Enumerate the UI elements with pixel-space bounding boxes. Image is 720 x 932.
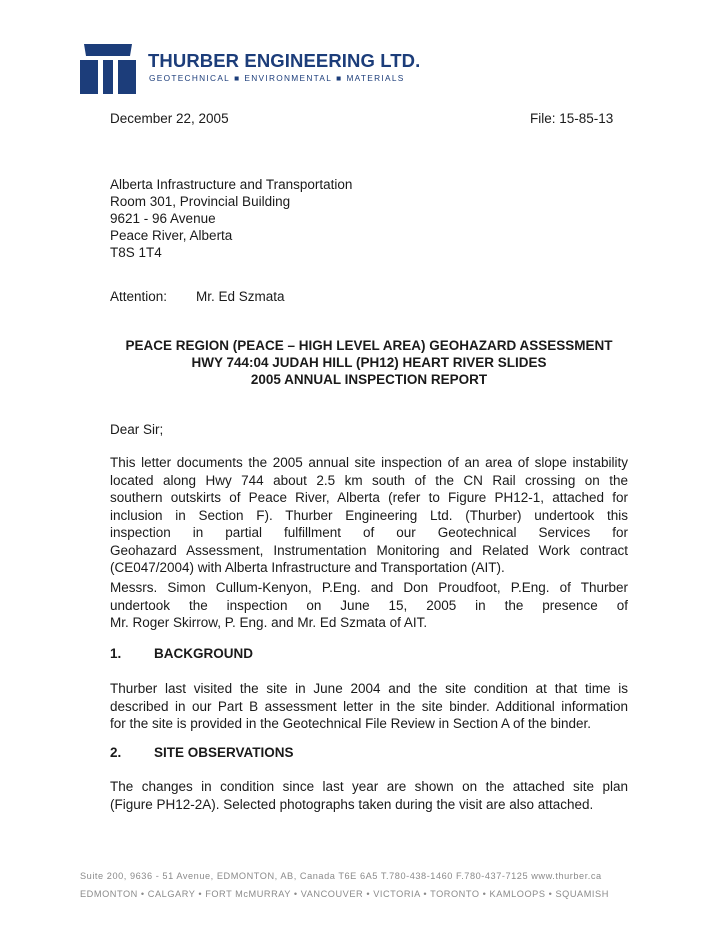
paragraph-line: southern outskirts of Peace River, Alberta (refer to Figure PH12-1, attached for <box>110 490 628 505</box>
attention-label: Attention: <box>110 289 168 304</box>
attention-name: Mr. Ed Szmata <box>196 289 285 304</box>
address-line: Alberta Infrastructure and Transportation <box>110 177 353 192</box>
paragraph-line: Messrs. Simon Cullum-Kenyon, P.Eng. and Don Proudfoot, P.Eng. of Thurber <box>110 580 628 595</box>
paragraph-line: (Figure PH12-2A). Selected photographs taken during the visit are also attached. <box>110 796 594 812</box>
company-logo-icon <box>80 44 136 94</box>
tagline-geotechnical: GEOTECHNICAL <box>149 73 231 83</box>
address-line: T8S 1T4 <box>110 245 162 260</box>
paragraph-line: This letter documents the 2005 annual site inspection of an area of slope instability <box>110 455 628 470</box>
recipient-address <box>110 176 352 261</box>
paragraph-line: for the site is provided in the Geotechnical File Review in Section A of the binder. <box>110 716 592 731</box>
paragraph-line: undertook the inspection on June 15, 2005 in the presence of <box>110 597 628 613</box>
paragraph-line: described in our Part B assessment letter in the site binder. Additional information <box>110 698 628 714</box>
address-line: Peace River, Alberta <box>110 228 233 243</box>
paragraph-intro <box>110 454 628 577</box>
letter-date: December 22, 2005 <box>110 111 229 126</box>
bullet-icon: ■ <box>234 73 241 83</box>
section-title: SITE OBSERVATIONS <box>154 745 294 760</box>
file-number: File: 15-85-13 <box>530 111 614 126</box>
tagline-environmental: ENVIRONMENTAL <box>244 73 333 83</box>
subject-line: HWY 744:04 JUDAH HILL (PH12) HEART RIVER SLIDES <box>191 355 547 370</box>
section-heading-background <box>110 646 253 661</box>
attention-line <box>110 288 285 305</box>
paragraph-inspection <box>110 579 628 632</box>
company-name: THURBER ENGINEERING LTD. <box>148 50 421 71</box>
footer-offices: EDMONTON • CALGARY • FORT McMURRAY • VANCOUVER • VICTORIA • TORONTO • KAMLOOPS • SQUAMISH <box>80 889 609 899</box>
address-line: 9621 - 96 Avenue <box>110 211 216 226</box>
bullet-icon: ■ <box>336 73 343 83</box>
paragraph-line: inclusion in Section F). Thurber Engineering Ltd. (Thurber) undertook this <box>110 507 628 523</box>
company-tagline <box>149 73 405 83</box>
paragraph-line: Mr. Roger Skirrow, P. Eng. and Mr. Ed Szmata of AIT. <box>110 615 428 630</box>
paragraph-line: (CE047/2004) with Alberta Infrastructure and Transportation (AIT). <box>110 560 505 575</box>
paragraph-line: inspection in partial fulfillment of our Geotechnical Services for <box>110 525 628 540</box>
paragraph-line: located along Hwy 744 about 2.5 km south of the CN Rail crossing on the <box>110 472 628 488</box>
paragraph-line: Geohazard Assessment, Instrumentation Monitoring and Related Work contract <box>110 542 628 558</box>
paragraph-line: The changes in condition since last year are shown on the attached site plan <box>110 779 628 794</box>
paragraph-line: Thurber last visited the site in June 2004 and the site condition at that time is <box>110 681 628 696</box>
subject-line: PEACE REGION (PEACE – HIGH LEVEL AREA) GEOHAZARD ASSESSMENT <box>125 338 613 353</box>
footer-address: Suite 200, 9636 - 51 Avenue, EDMONTON, AB, Canada T6E 6A5 T.780-438-1460 F.780-437-7125 www.thurber.ca <box>80 871 602 881</box>
section-number: 2. <box>110 745 122 760</box>
section-number: 1. <box>110 646 122 661</box>
paragraph-background <box>110 680 628 733</box>
tagline-materials: MATERIALS <box>346 73 405 83</box>
subject-line: 2005 ANNUAL INSPECTION REPORT <box>250 372 488 387</box>
paragraph-observations <box>110 778 628 813</box>
address-line: Room 301, Provincial Building <box>110 194 291 209</box>
section-heading-site-observations <box>110 745 294 760</box>
section-title: BACKGROUND <box>154 646 253 661</box>
salutation: Dear Sir; <box>110 422 164 437</box>
subject-heading <box>110 337 628 388</box>
